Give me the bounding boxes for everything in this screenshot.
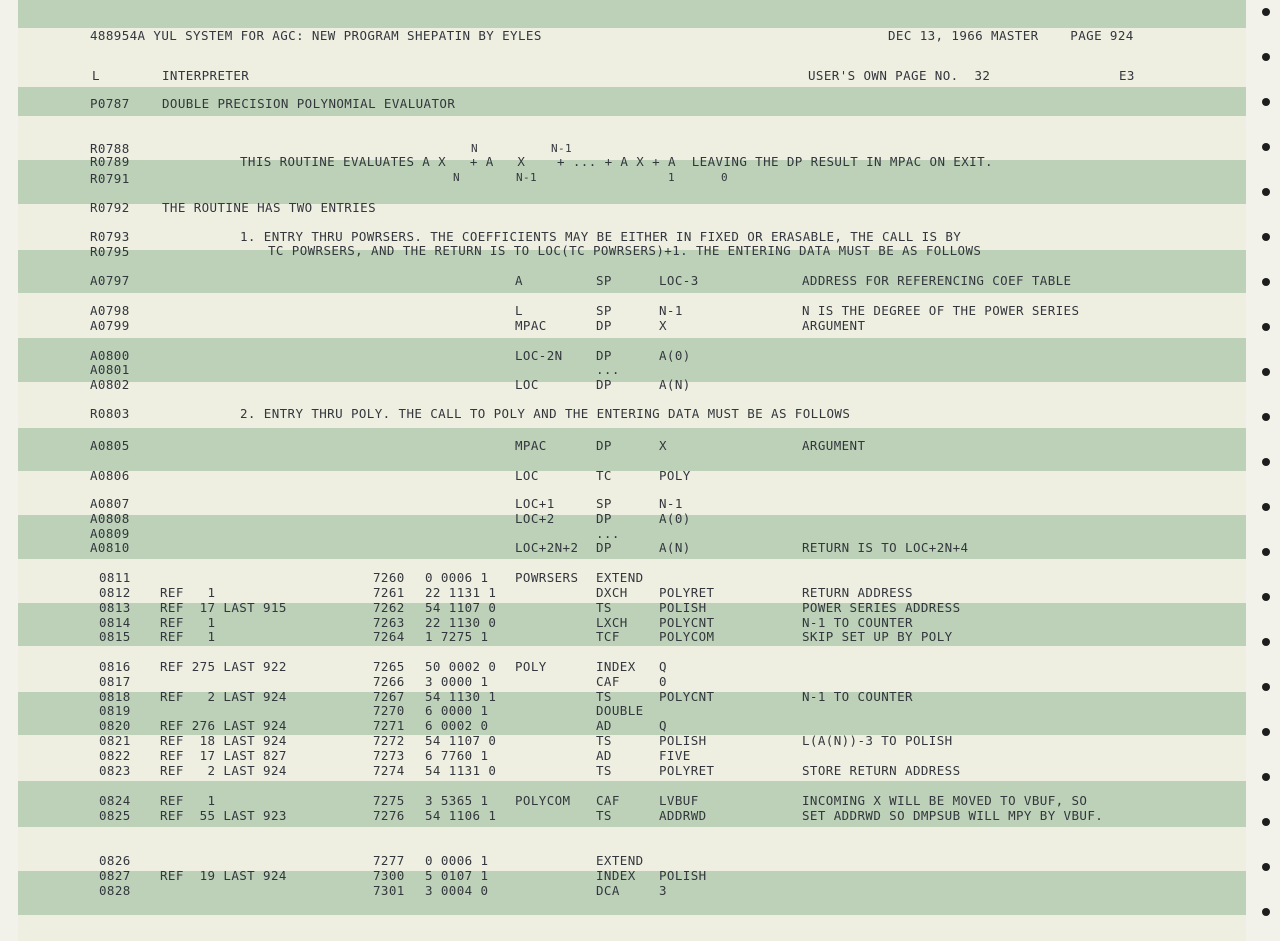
code-word: 54 1107 0 [425,600,497,615]
row-label: LOC+1 [515,496,555,511]
code-op: DXCH [596,585,628,600]
code-line-number: 0814 [99,615,131,630]
code-ref: REF 17 LAST 827 [160,748,287,763]
formula-subscript: 1 [668,171,676,184]
row-label: MPAC [515,438,547,453]
code-operand: POLYCOM [659,629,715,644]
code-line-number: 0819 [99,703,131,718]
header-date-page: DEC 13, 1966 MASTER PAGE 924 [888,28,1134,43]
code-line-number: 0813 [99,600,131,615]
code-operand: FIVE [659,748,691,763]
code-comment: STORE RETURN ADDRESS [802,763,961,778]
code-op: TS [596,808,612,823]
code-line-number: 0820 [99,718,131,733]
code-op: DOUBLE [596,703,644,718]
formula-subscript: N-1 [516,171,538,184]
tractor-hole [1262,98,1270,106]
tractor-hole [1262,503,1270,511]
code-word: 6 7760 1 [425,748,489,763]
line-id: R0795 [90,244,130,259]
tractor-hole [1262,458,1270,466]
formula-subscript: N [453,171,461,184]
tractor-hole [1262,728,1270,736]
code-ref: REF 19 LAST 924 [160,868,287,883]
row-comment: ADDRESS FOR REFERENCING COEF TABLE [802,273,1072,288]
right-tractor-strip [1246,0,1280,941]
code-address: 7272 [373,733,405,748]
row-comment: RETURN IS TO LOC+2N+4 [802,540,969,555]
line-id: A0802 [90,377,130,392]
code-line-number: 0821 [99,733,131,748]
code-line-number: 0816 [99,659,131,674]
green-bar [18,515,1246,559]
code-comment: L(A(N))-3 TO POLISH [802,733,953,748]
row-op: TC [596,468,612,483]
row-label: LOC [515,468,539,483]
code-line-number: 0815 [99,629,131,644]
code-comment: N-1 TO COUNTER [802,615,913,630]
tractor-hole [1262,323,1270,331]
tractor-hole [1262,413,1270,421]
code-op: EXTEND [596,853,644,868]
code-line-number: 0823 [99,763,131,778]
row-label: L [515,303,523,318]
formula-text: THIS ROUTINE EVALUATES A X + A X + ... + A X + A LEAVING THE DP RESULT IN MPAC ON EXIT. [240,154,993,169]
code-ref: REF 55 LAST 923 [160,808,287,823]
code-address: 7275 [373,793,405,808]
code-line-number: 0827 [99,868,131,883]
tractor-hole [1262,908,1270,916]
subheader-title: INTERPRETER [162,68,250,83]
row-label: LOC [515,377,539,392]
tractor-hole [1262,53,1270,61]
code-address: 7270 [373,703,405,718]
code-word: 22 1131 1 [425,585,497,600]
row-op: DP [596,348,612,363]
code-line-number: 0818 [99,689,131,704]
tractor-hole [1262,278,1270,286]
code-line-number: 0817 [99,674,131,689]
remark-text: 1. ENTRY THRU POWRSERS. THE COEFFICIENTS MAY BE EITHER IN FIXED OR ERASABLE, THE CALL IS BY [240,229,962,244]
code-address: 7266 [373,674,405,689]
row-arg: POLY [659,468,691,483]
tractor-hole [1262,773,1270,781]
row-arg: A(0) [659,348,691,363]
row-comment: N IS THE DEGREE OF THE POWER SERIES [802,303,1080,318]
code-word: 1 7275 1 [425,629,489,644]
line-id: A0801 [90,362,130,377]
code-ref: REF 1 [160,615,216,630]
line-id: A0797 [90,273,130,288]
code-operand: ADDRWD [659,808,707,823]
code-op: TS [596,733,612,748]
row-op: DP [596,377,612,392]
formula-exponent: N-1 [551,142,573,155]
code-word: 0 0006 1 [425,570,489,585]
line-id: R0803 [90,406,130,421]
code-address: 7262 [373,600,405,615]
line-id: A0805 [90,438,130,453]
tractor-hole [1262,8,1270,16]
code-line-number: 0828 [99,883,131,898]
section-title: DOUBLE PRECISION POLYNOMIAL EVALUATOR [162,96,456,111]
code-address: 7273 [373,748,405,763]
green-bar [18,428,1246,471]
user-page-number: USER'S OWN PAGE NO. 32 [808,68,991,83]
code-operand: POLISH [659,733,707,748]
code-op: EXTEND [596,570,644,585]
code-ref: REF 2 LAST 924 [160,763,287,778]
code-operand: POLYCNT [659,689,715,704]
code-ref: REF 276 LAST 924 [160,718,287,733]
remark-text: THE ROUTINE HAS TWO ENTRIES [162,200,376,215]
row-op: SP [596,496,612,511]
code-operand: POLISH [659,600,707,615]
line-id: A0806 [90,468,130,483]
code-word: 54 1107 0 [425,733,497,748]
tractor-hole [1262,818,1270,826]
code-address: 7260 [373,570,405,585]
row-op: DP [596,511,612,526]
code-op: TS [596,689,612,704]
row-op: DP [596,438,612,453]
code-op: DCA [596,883,620,898]
code-word: 50 0002 0 [425,659,497,674]
code-address: 7274 [373,763,405,778]
row-arg: LOC-3 [659,273,699,288]
code-ref: REF 1 [160,629,216,644]
line-id: A0799 [90,318,130,333]
subheader-tag: L [92,68,100,83]
row-label: LOC+2N+2 [515,540,579,555]
code-operand: 3 [659,883,667,898]
row-arg: X [659,438,667,453]
tractor-hole [1262,593,1270,601]
tractor-hole [1262,548,1270,556]
row-arg: N-1 [659,303,683,318]
row-op: SP [596,273,612,288]
line-id: A0809 [90,526,130,541]
code-word: 6 0000 1 [425,703,489,718]
code-word: 54 1131 0 [425,763,497,778]
code-operand: POLYCNT [659,615,715,630]
code-word: 0 0006 1 [425,853,489,868]
code-line-number: 0824 [99,793,131,808]
code-op: INDEX [596,659,636,674]
code-op: AD [596,748,612,763]
code-word: 22 1130 0 [425,615,497,630]
formula-exponent: N [471,142,479,155]
row-arg: A(N) [659,377,691,392]
code-address: 7301 [373,883,405,898]
code-label: POLYCOM [515,793,571,808]
tractor-hole [1262,683,1270,691]
tractor-hole [1262,143,1270,151]
code-op: TCF [596,629,620,644]
code-op: AD [596,718,612,733]
code-address: 7271 [373,718,405,733]
code-address: 7264 [373,629,405,644]
code-ref: REF 275 LAST 922 [160,659,287,674]
code-word: 3 0004 0 [425,883,489,898]
line-id: R0793 [90,229,130,244]
subheader-code: E3 [1119,68,1135,83]
code-label: POWRSERS [515,570,579,585]
code-operand: Q [659,659,667,674]
row-arg: X [659,318,667,333]
row-op: DP [596,540,612,555]
tractor-hole [1262,638,1270,646]
code-ref: REF 17 LAST 915 [160,600,287,615]
row-comment: ARGUMENT [802,318,866,333]
code-address: 7276 [373,808,405,823]
code-ref: REF 18 LAST 924 [160,733,287,748]
line-id: A0808 [90,511,130,526]
line-id: R0788 [90,141,130,156]
code-address: 7263 [373,615,405,630]
code-comment: SET ADDRWD SO DMPSUB WILL MPY BY VBUF. [802,808,1104,823]
green-bar [18,0,1246,28]
code-op: LXCH [596,615,628,630]
remark-text: 2. ENTRY THRU POLY. THE CALL TO POLY AND THE ENTERING DATA MUST BE AS FOLLOWS [240,406,851,421]
code-comment: SKIP SET UP BY POLY [802,629,953,644]
line-id: A0810 [90,540,130,555]
green-bar [18,338,1246,382]
row-label: A [515,273,523,288]
code-address: 7277 [373,853,405,868]
row-op: ... [596,526,620,541]
line-id: P0787 [90,96,130,111]
code-op: CAF [596,793,620,808]
line-id: A0807 [90,496,130,511]
line-id: R0789 [90,154,130,169]
code-word: 54 1130 1 [425,689,497,704]
code-operand: 0 [659,674,667,689]
code-line-number: 0811 [99,570,131,585]
code-operand: Q [659,718,667,733]
line-id: R0791 [90,171,130,186]
row-op: SP [596,303,612,318]
code-comment: RETURN ADDRESS [802,585,913,600]
code-word: 3 0000 1 [425,674,489,689]
code-ref: REF 1 [160,585,216,600]
formula-subscript: 0 [721,171,729,184]
code-word: 54 1106 1 [425,808,497,823]
code-word: 5 0107 1 [425,868,489,883]
code-word: 3 5365 1 [425,793,489,808]
row-arg: A(0) [659,511,691,526]
code-op: CAF [596,674,620,689]
code-address: 7300 [373,868,405,883]
code-comment: POWER SERIES ADDRESS [802,600,961,615]
row-arg: A(N) [659,540,691,555]
row-label: LOC+2 [515,511,555,526]
code-address: 7265 [373,659,405,674]
code-operand: POLYRET [659,585,715,600]
remark-text: TC POWRSERS, AND THE RETURN IS TO LOC(TC POWRSERS)+1. THE ENTERING DATA MUST BE AS FOLLOWS [268,243,982,258]
tractor-hole [1262,188,1270,196]
line-id: R0792 [90,200,130,215]
row-op: ... [596,362,620,377]
line-id: A0800 [90,348,130,363]
code-label: POLY [515,659,547,674]
row-comment: ARGUMENT [802,438,866,453]
code-line-number: 0826 [99,853,131,868]
code-op: TS [596,763,612,778]
left-tractor-strip [0,0,18,941]
code-line-number: 0825 [99,808,131,823]
header-title: 488954A YUL SYSTEM FOR AGC: NEW PROGRAM SHEPATIN BY EYLES [90,28,542,43]
tractor-hole [1262,368,1270,376]
code-operand: POLYRET [659,763,715,778]
row-label: LOC-2N [515,348,563,363]
code-comment: N-1 TO COUNTER [802,689,913,704]
code-address: 7261 [373,585,405,600]
tractor-hole [1262,233,1270,241]
code-ref: REF 2 LAST 924 [160,689,287,704]
row-op: DP [596,318,612,333]
code-ref: REF 1 [160,793,216,808]
code-address: 7267 [373,689,405,704]
code-line-number: 0812 [99,585,131,600]
row-arg: N-1 [659,496,683,511]
code-operand: POLISH [659,868,707,883]
code-operand: LVBUF [659,793,699,808]
row-label: MPAC [515,318,547,333]
code-op: INDEX [596,868,636,883]
tractor-hole [1262,863,1270,871]
code-word: 6 0002 0 [425,718,489,733]
code-op: TS [596,600,612,615]
code-comment: INCOMING X WILL BE MOVED TO VBUF, SO [802,793,1088,808]
line-id: A0798 [90,303,130,318]
code-line-number: 0822 [99,748,131,763]
